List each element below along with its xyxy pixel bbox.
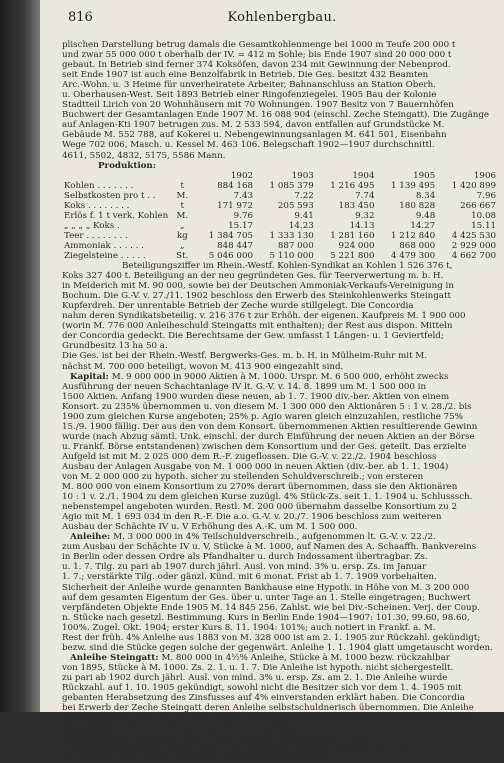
production-years-row — [62, 171, 498, 181]
body-line: Die Ges. ist bei der Rhein.-Westf. Bergwerks-Ges. m. b. H. in Mülheim-Ruhr mit M. — [62, 351, 427, 362]
page-number: 816 — [68, 10, 93, 25]
intro-line: Buchwert der Gesamtanlagen Ende 1907 M. 16 088 904 (einschl. Zeche Steingatt). Die Zugänge — [62, 110, 490, 121]
capital-line: Ausführung der neuen Schachtanlage IV lt. G.-V. v. 14. 8. 1899 um M. 1 500 000 in — [62, 381, 427, 392]
table-cell: 1 333 130 — [269, 230, 314, 241]
intro-line: plischen Darstellung betrug damals die Gesamtkohlenmenge bei 1000 m Teufe 200 000 t — [62, 40, 456, 50]
capital-line: Agio mit M. 1 693 034 in den R.-F. Die a.o. G.-V. v. 20./7. 1906 beschloss zum weiteren — [62, 512, 442, 523]
table-cell: 15.17 — [228, 220, 254, 231]
capital-section — [62, 372, 498, 533]
running-title: Kohlenbergbau. — [227, 10, 337, 25]
production-row — [62, 221, 498, 231]
table-cell: 180 828 — [399, 200, 436, 211]
body-line: Koks 327 400 t. Beteiligung an der neu gegründeten Ges. für Teerverwertung m. b. H. — [62, 271, 444, 282]
loan-line: bezw. sind die Stücke gegen solche der gegenwärt. Anleihe 1. 1. 1904 glatt umgetauscht worden. — [62, 642, 493, 653]
table-cell: 205 593 — [277, 200, 314, 211]
loan-line: n. Stücke nach gesetzl. Bestimmung. Kurs in Berlin Ende 1904—1907: 101.30, 99.60, 98.60, — [62, 612, 470, 623]
row-unit: M. — [176, 190, 189, 201]
row-label: Koks . . . . . . . . — [64, 200, 130, 211]
article-body — [62, 40, 498, 763]
table-cell: 8.34 — [415, 190, 436, 201]
loan-steingatt-line: von 1895, Stücke à M. 1000. Zs. 2. 1. u. 1. 7. Die Anleihe ist hypoth. nicht sichergestellt. — [62, 662, 454, 673]
intro-line: u. Oberhausen-West. Seit 1893 Betrieb einer Ringofenziegelei. 1905 Bau der Kolonie — [62, 90, 437, 101]
profit-line: Gewinn-Verteilung: Mind. 5% z. R.-F. (ist erfüllt), 4% Div., 7% Tant. an A.-R. — [70, 743, 412, 754]
year-header: 1902 — [230, 170, 254, 181]
table-cell: 5 046 000 — [208, 250, 254, 261]
table-cell: 4 662 700 — [451, 250, 496, 261]
intro-paragraph — [62, 40, 498, 161]
capital-line: nebenstempel angeboten wurden. Restl. M. 200 000 übernahm dasselbe Konsortium zu 2 — [62, 502, 458, 513]
loan-line: 1. 7.; verstärkte Tilg. oder gänzl. Künd. mit 6 monat. Frist ab 1. 7. 1909 vorbehalten. — [62, 572, 437, 583]
year-header: 1906 — [473, 170, 496, 181]
capital-line: Kapital: M. 9 000 000 in 9000 Aktien à M. 1000. Urspr. M. 6 500 000, erhöht zwecks — [70, 371, 449, 382]
intro-line: Gebäude M. 552 788, auf Kokerei u. Nebengewinnungsanlagen M. 641 501, Eisenbahn — [62, 130, 447, 141]
capital-line: 1500 Aktien. Anfang 1900 wurden diese neuen, ab 1. 7. 1900 div.-ber. Aktien von einem — [62, 391, 450, 402]
capital-line: Konsort. zu 235% übernommen u. von diesem M. 1 300 000 den Aktionären 5 : 1 v. 28./2. bis — [62, 401, 472, 412]
table-cell: 15.11 — [471, 220, 496, 231]
row-unit: t — [180, 180, 185, 191]
body-line: (worin M. 776 000 Anleiheschuld Steingatts mit enthalten); der Rest aus dispon. Mitteln — [62, 321, 453, 332]
loan-line: u. 1. 7. Tilg. zu pari ab 1907 durch jährl. Ausl. von mind. 3% u. ersp. Zs. im Januar — [62, 562, 427, 573]
capital-line: M. 800 000 von einem Konsortium zu 270% derart übernommen, dass sie den Aktionären — [62, 482, 458, 493]
loan-steingatt-line: gebanten Herabsetzung des Zinsfusses auf 4% einverstanden erklärt haben. Die Concordia — [62, 693, 465, 704]
table-cell: 9.76 — [233, 210, 254, 221]
loan-line: zum Ausbau der Schächte IV u. V, Stücke à M. 1000, auf Namen des A. Schaaffh. Bankvereins — [62, 542, 477, 553]
book-spine — [0, 0, 40, 712]
body-line: nahm deren Syndikatsbeteilig. v. 216 376 t zur Erhöh. der eigenen. Kaufpreis M. 1 900 000 — [62, 311, 466, 322]
loan-steingatt-line: Anleihe Steingatt: M. 800 000 in 4½% Anleihe, Stücke à M. 1000 bezw. rückzahlbar — [70, 652, 450, 663]
table-cell: 887 000 — [277, 240, 314, 251]
row-unit: „ — [180, 240, 185, 251]
year-header: 1903 — [291, 170, 314, 181]
table-cell: 7.74 — [355, 190, 375, 201]
row-label: Kohlen . . . . . . . — [64, 180, 134, 191]
production-row — [62, 191, 498, 201]
loan-steingatt-section — [62, 653, 498, 723]
loan-line: Sicherheit der Anleihe wurde genannten Bankhause eine Hypoth. in Höhe von M. 3 200 000 — [62, 582, 470, 593]
row-unit: St. — [176, 250, 189, 261]
table-cell: 14.13 — [349, 220, 375, 231]
row-label: Teer . . . . . . . . — [64, 230, 128, 241]
production-row — [62, 251, 498, 261]
production-heading: Produktion: — [98, 160, 156, 171]
loan-line: in Berlin oder dessen Ordre als Pfandhalter u. durch Indossament übertragbar. Zs. — [62, 552, 428, 563]
table-cell: 1 384 705 — [208, 230, 254, 241]
row-label: Ziegelsteine . . . . . — [64, 250, 146, 261]
table-cell: 848 447 — [217, 240, 254, 251]
intro-line: auf Anlagen-Kti 1907 betrugen zus. M. 2 533 594, davon entfallen auf Grundstücke M. — [62, 120, 445, 131]
table-cell: 4 479 300 — [391, 250, 436, 261]
table-cell: 868 000 — [399, 240, 436, 251]
loan-steingatt-line: bei Erwerb der Zeche Steingatt deren Anleihe selbstschuldnerisch übernommen. Die Anleihe — [62, 703, 474, 714]
loan-line: Rest der früh. 4% Anleihe aus 1883 von M. 328 000 ist am 2. 1. 1905 zur Rückzahl. gekündigt; — [62, 632, 481, 643]
table-cell: 5 110 000 — [269, 250, 314, 261]
row-unit: „ — [180, 220, 185, 231]
table-cell: 1 420 899 — [451, 180, 496, 191]
production-row — [62, 211, 498, 221]
capital-line: 10 : 1 v. 2./1. 1904 zu dem gleichen Kurse zuzügl. 4% Stück-Zs. seit 1. 1. 1904 u. Schlusssch. — [62, 492, 473, 503]
table-cell: 10.08 — [471, 210, 496, 221]
table-cell: 924 000 — [338, 240, 375, 251]
mortgages-section: Hypotheken: M. 315 414 auf erworbene Grundstücke. — [62, 723, 307, 734]
row-label: Ammoniak . . . . . . — [64, 240, 144, 251]
loan-line: 100%. Zugel. Okt. 1904; erster Kurs 8. 11. 1904: 101%; auch notiert in Frankf. a. M. — [62, 622, 436, 633]
intro-line: gebaut. In Betrieb sind ferner 374 Koksöfen, davon 234 mit Gewinnung der Nebenprod. — [62, 60, 451, 71]
table-cell: 4 425 530 — [451, 230, 496, 241]
capital-line: u. Frankf. Börse entstandenen) zwischen dem Konsortium und der Ges. geteilt. Das erzielte — [62, 441, 467, 452]
table-cell: 5 221 800 — [330, 250, 375, 261]
row-unit: t — [180, 200, 185, 211]
table-cell: 7.96 — [476, 190, 496, 201]
intro-line: seit Ende 1907 ist auch eine Benzolfabrik in Betrieb. Die Ges. besitzt 432 Beamten — [62, 70, 429, 81]
capital-line: 15./9. 1900 fällig. Der aus den von dem Konsort. übernommenen Aktien resultierende Gewinn — [62, 421, 478, 432]
table-cell: 1 216 495 — [330, 180, 375, 191]
body-paragraph — [62, 271, 498, 371]
row-label: Erlös f. 1 t verk. Kohlen — [64, 210, 169, 221]
table-cell: 7.22 — [294, 190, 314, 201]
row-label: „ „ „ „ Koks . — [64, 220, 120, 231]
fiscal-section: Geschäftsjahr: Kalenderj. Gen.-Vers.: Jan.-Juli. Stimmrecht: 1 Aktie = 1 St. — [62, 733, 408, 744]
intro-line: Wege 702 006, Masch. u. Kessel M. 463 106. Belegschaft 1902—1907 durchschnittl. — [62, 140, 435, 151]
loan-steingatt-line: Rückzahl. auf 1. 10. 1905 gekündigt, sowohl nicht die Besitzer sich vor dem 1. 4. 1905 mit — [62, 683, 462, 693]
loan-steingatt-line: in Umlauf Ende 1907 M. 612 000. Zahlst.: Gesellschaftskasse; Essen: Essener Credit-Anstalt. — [62, 713, 474, 724]
loan-line: verpfändeten Objekte Ende 1905 M. 14 845 256. Zahlst. wie bei Div.-Scheinen. Verj. der Coup. — [62, 602, 480, 613]
intro-line: Arc.-Wohn. u. 3 Heime für unverheiratete Arbeiter, Bahnanschluss an Station Oberh. — [62, 80, 436, 91]
capital-line: Ausbau der Anlagen Ausgabe von M. 1 000 000 in neuen Aktien (div.-ber. ab 1. 1. 1904) — [62, 461, 449, 472]
body-line: Kupferdreh. Der unrentable Betrieb der Zeche wurde stillgelegt. Die Concordia — [62, 301, 414, 312]
loan-section — [62, 532, 498, 653]
table-cell: 7.43 — [233, 190, 254, 201]
table-cell: 14.23 — [288, 220, 314, 231]
intro-line: Stadtteil Lirich von 20 Wohnhäusern mit 70 Wohnungen. 1907 Besitz von 7 Bauernhöfen — [62, 100, 454, 111]
table-cell: 266 667 — [460, 200, 496, 211]
capital-line: 1900 zum gleichen Kurse angeboten; 25% p. Agio waren gleich einzuzahlen, restliche 75% — [62, 411, 463, 422]
syndicate-line: Beteiligungsziffer im Rhein.-Westf. Kohlen-Syndikat an Kohlen 1 526 376 t, — [122, 261, 453, 272]
body-line: nächst M. 700 000 beteiligt, wovon M. 413 900 eingezahlt sind. — [62, 361, 344, 372]
row-unit: kg — [176, 230, 188, 241]
loan-line: auf dem gesamten Eigentum der Ges. über u. unter Tage an 1. Stelle eingetragen; Buchwert — [62, 592, 471, 603]
row-unit: M. — [176, 210, 189, 221]
year-header: 1905 — [413, 170, 436, 181]
table-cell: 183 450 — [338, 200, 375, 211]
body-line: in Meiderich mit M. 90 000, sowie bei der Deutschen Ammoniak-Verkaufs-Vereinigung in — [62, 281, 454, 292]
table-cell: 171 972 — [217, 200, 254, 211]
intro-line: 4611, 5502, 4832, 5175, 5586 Mann. — [62, 150, 226, 161]
production-row — [62, 201, 498, 211]
table-cell: 1 085 379 — [269, 180, 314, 191]
body-line: Bochum. Die G.-V. v. 27./11. 1902 beschloss den Erwerb des Steinkohlenwerks Steingatt — [62, 291, 451, 302]
body-line: Grundbesitz 13 ha 50 a. — [62, 341, 168, 352]
table-cell: 884 168 — [217, 180, 254, 191]
capital-line: von M. 2 000 000 zu hypoth. sicher zu stellenden Schuldverschreib.; von ersteren — [62, 472, 424, 483]
table-cell: 9.32 — [355, 210, 375, 221]
production-row — [62, 181, 498, 191]
document-page — [40, 0, 504, 763]
page-header — [68, 10, 496, 26]
capital-line: Aufgeld ist mit M. 2 025 000 dem R.-F. zugeflossen. Die G.-V. v. 22./2. 1904 beschloss — [62, 451, 437, 462]
loan-line: Anleihe: M. 3 000 000 in 4% Teilschuldverschreib., aufgenommen lt. G.-V. v. 22./2. — [70, 532, 436, 543]
production-row — [62, 231, 498, 241]
year-header: 1904 — [352, 170, 375, 181]
table-cell: 1 139 495 — [391, 180, 436, 191]
table-cell: 9.48 — [415, 210, 436, 221]
table-cell: 14.27 — [410, 220, 436, 231]
intro-line: und zwar 55 000 000 t oberhalb der IV. = 412 m Sohle; bis Ende 1907 sind 20 000 000 t — [62, 50, 452, 61]
profit-line: M. 2000 für jedes Mitgl. garantiert, Überrest zur Verf. der G.-V. — [62, 753, 342, 763]
row-label: Selbstkosten pro t . . — [64, 190, 156, 201]
production-row — [62, 241, 498, 251]
capital-line: wurde (nach Abzug sämtl. Unk. einschl. der durch Einführung der neuen Aktien an der Börse — [62, 431, 475, 442]
table-cell: 1 212 840 — [391, 230, 436, 241]
table-cell: 1 281 160 — [330, 230, 375, 241]
body-line: der Concordia gedeckt. Die Berechtsame der Gew. umfasst 1 Längen- u. 1 Geviertfeld; — [62, 331, 444, 342]
production-table — [62, 171, 498, 261]
table-cell: 9.41 — [294, 210, 314, 221]
capital-line: Ausbau der Schächte IV u. V Erhöhung des A.-K. um M. 1 500 000. — [62, 522, 358, 533]
profit-section — [62, 743, 498, 763]
loan-steingatt-line: zu pari ab 1902 durch jährl. Ausl. von mind. 3% u. ersp. Zs. am 2. 1. Die Anleihe wurde — [62, 672, 448, 683]
table-cell: 2 929 000 — [451, 240, 496, 251]
